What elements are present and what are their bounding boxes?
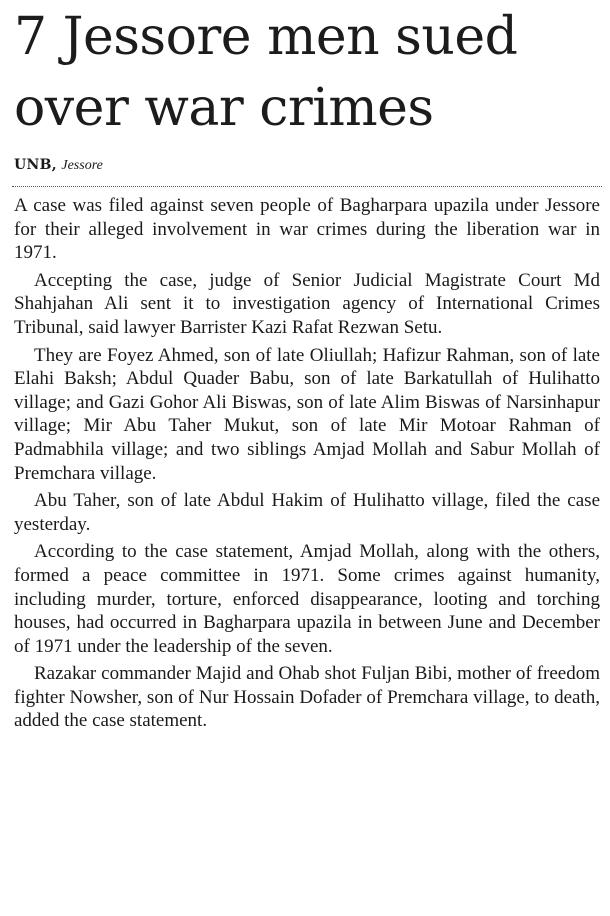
byline-divider	[12, 186, 602, 187]
headline-line-1: 7 Jessore men sued	[14, 7, 518, 67]
article-body	[14, 194, 600, 737]
headline	[14, 2, 604, 144]
paragraph-6: Razakar commander Majid and Ohab shot Fuljan Bibi, mother of freedom fighter Nowsher, son of Nur Hossain Dofader of Premchara village, to death, added the case statement.	[14, 663, 600, 732]
byline-place: Jessore	[61, 158, 103, 173]
paragraph-2: Accepting the case, judge of Senior Judicial Magistrate Court Md Shahjahan Ali sent it to investigation agency of International Crimes Tribunal, said lawyer Barrister Kazi Rafat Rezwan Setu.	[14, 269, 600, 338]
paragraph-1: A case was filed against seven people of Bagharpara upazila under Jessore for their alleged involvement in war crimes during the liberation war in 1971.	[14, 195, 600, 264]
byline-agency: UNB,	[14, 157, 57, 173]
byline	[14, 156, 103, 175]
paragraph-5: According to the case statement, Amjad Mollah, along with the others, formed a peace committee in 1971. Some crimes against humanity, including murder, torture, enforced disappearance, looting and torching houses, had occurred in Bagharpara upazila in between June and December of 1971 under the leadership of the seven.	[14, 541, 600, 657]
paragraph-4: Abu Taher, son of late Abdul Hakim of Hulihatto village, filed the case yesterday.	[14, 490, 600, 535]
headline-line-2: over war crimes	[14, 78, 434, 138]
paragraph-3: They are Foyez Ahmed, son of late Oliullah; Hafizur Rahman, son of late Elahi Baksh; Abdul Quader Babu, son of late Barkatullah of Hulihatto village; and Gazi Gohor Ali Biswas, son of late Alim Biswas of Narsinhapur village; Mir Abu Taher Mukut, son of late Mir Motoar Rahman of Padmabhila village; and two siblings Amjad Mollah and Sabur Mollah of Premchara village.	[14, 344, 600, 484]
